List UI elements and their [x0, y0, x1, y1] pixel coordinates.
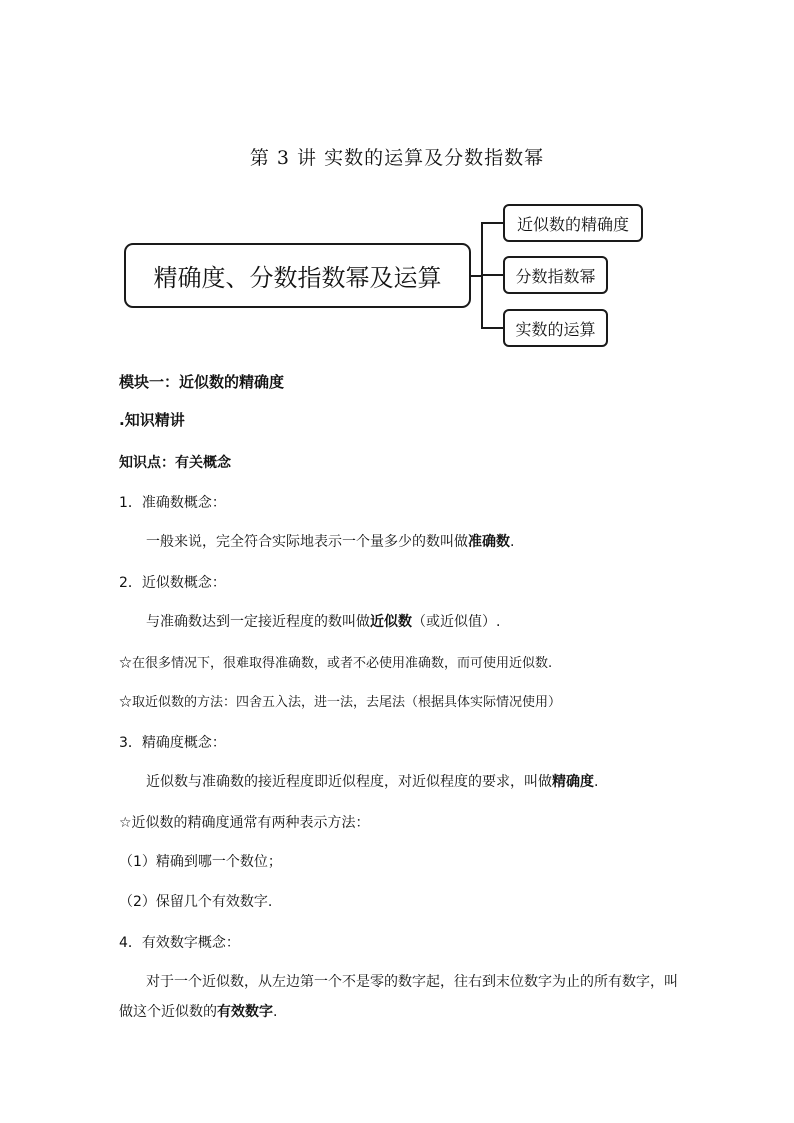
term-significant-digits: 有效数字: [217, 1004, 273, 1020]
paragraph-punct: （或近似值）.: [412, 614, 501, 630]
list-item-1: （1）精确到哪一个数位；: [119, 854, 282, 870]
paragraph-text: 一般来说，完全符合实际地表示一个量多少的数叫做: [146, 534, 468, 550]
section-heading: .知识精讲: [119, 411, 185, 429]
paragraph-accuracy: [146, 771, 598, 791]
mindmap-branch-3: 实数的运算: [503, 309, 608, 347]
paragraph-text: 与准确数达到一定接近程度的数叫做: [146, 614, 370, 630]
mindmap-root: 精确度、分数指数幂及运算: [124, 243, 471, 308]
concept-heading-2: 2．近似数概念：: [119, 575, 226, 591]
term-approx-number: 近似数: [370, 614, 412, 630]
star-note-1: ☆在很多情况下，很难取得准确数，或者不必使用准确数，而可使用近似数.: [119, 656, 553, 671]
paragraph-exact-number: [146, 531, 514, 551]
paragraph-text: 做这个近似数的: [119, 1004, 217, 1020]
paragraph-significant-line2: [119, 1001, 277, 1021]
mindmap-connector-3: [481, 327, 503, 329]
concept-heading-4: 4．有效数字概念：: [119, 935, 240, 951]
paragraph-approx-number: [146, 611, 500, 631]
paragraph-punct: .: [273, 1004, 278, 1020]
paragraph-punct: .: [510, 534, 515, 550]
paragraph-punct: .: [594, 774, 599, 790]
mindmap-branch-2: 分数指数幂: [503, 256, 608, 294]
concept-heading-3: 3．精确度概念：: [119, 735, 226, 751]
paragraph-text: 近似数与准确数的接近程度即近似程度，对近似程度的要求，叫做: [146, 774, 552, 790]
star-note-3: ☆近似数的精确度通常有两种表示方法：: [119, 815, 370, 831]
term-accuracy: 精确度: [552, 774, 594, 790]
concept-heading-1: 1．准确数概念：: [119, 495, 226, 511]
mindmap-connector-vertical: [481, 223, 483, 329]
knowledge-point-heading: 知识点：有关概念: [119, 455, 231, 471]
term-exact-number: 准确数: [468, 534, 510, 550]
list-item-2: （2）保留几个有效数字.: [119, 894, 273, 910]
page-title: 第 3 讲 实数的运算及分数指数幂: [249, 147, 545, 169]
mindmap-connector-1: [481, 222, 503, 224]
module-heading: 模块一：近似数的精确度: [119, 373, 285, 391]
star-note-2: ☆取近似数的方法：四舍五入法，进一法，去尾法（根据具体实际情况使用）: [119, 695, 562, 710]
paragraph-significant-line1: 对于一个近似数，从左边第一个不是零的数字起，往右到末位数字为止的所有数字，叫: [146, 974, 678, 990]
mindmap-connector-2: [481, 274, 503, 276]
mindmap-branch-1: 近似数的精确度: [503, 204, 643, 242]
